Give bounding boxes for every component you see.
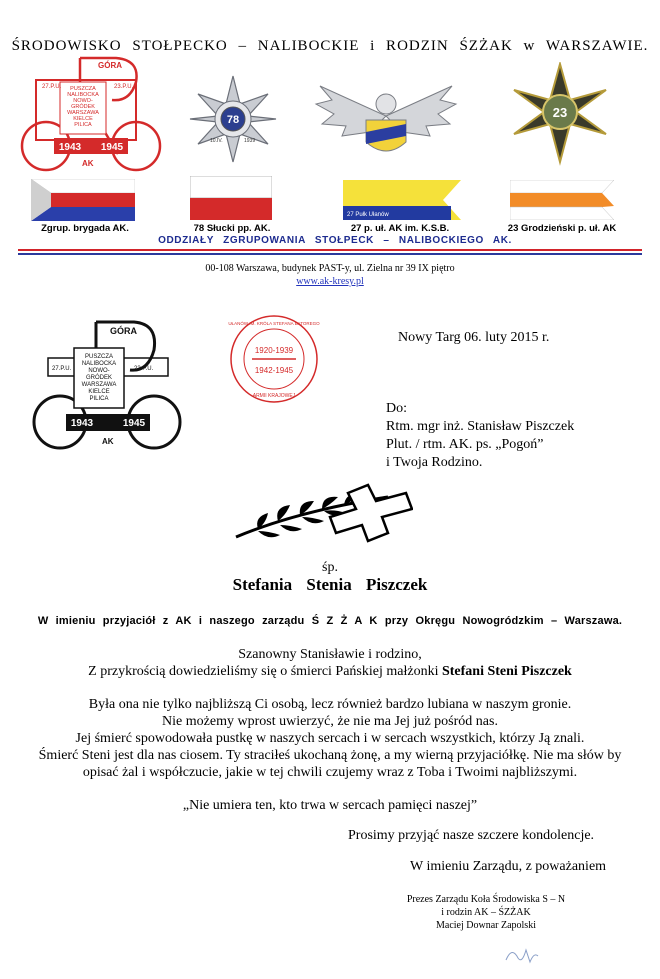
svg-text:23.P.U.: 23.P.U. xyxy=(114,84,134,90)
flag-78-slucki xyxy=(190,176,272,220)
svg-text:WARSZAWA: WARSZAWA xyxy=(67,110,99,116)
header-address: 00-108 Warszawa, budynek PAST-y, ul. Zielna nr 39 IX piętro xyxy=(205,263,455,274)
header-title: ŚRODOWISKO STOŁPECKO – NALIBOCKIE i RODZIN ŚZŻAK w WARSZAWIE. xyxy=(11,38,649,54)
svg-text:27.P.U.: 27.P.U. xyxy=(42,84,62,90)
svg-text:PUSZCZA: PUSZCZA xyxy=(84,354,114,360)
signature-block xyxy=(396,893,576,932)
svg-text:NALIBOCKA: NALIBOCKA xyxy=(67,92,99,98)
unit-label-23: 23 Grodzieński p. uł. AK xyxy=(507,223,617,234)
closing-regards: W imieniu Zarządu, z poważaniem xyxy=(410,859,607,874)
place-date: Nowy Targ 06. luty 2015 r. xyxy=(398,330,550,345)
svg-text:10.IV.: 10.IV. xyxy=(210,138,223,144)
recipient-line-3: i Twoja Rodzino. xyxy=(386,455,483,470)
lancers-stamp-icon xyxy=(228,313,320,405)
gora-dolina-emblem-red xyxy=(18,54,173,172)
svg-text:PILICA: PILICA xyxy=(89,396,109,402)
sign-line-1: Prezes Zarządu Koła Środowiska S – N xyxy=(406,894,566,905)
svg-text:27.P.U.: 27.P.U. xyxy=(52,366,72,372)
recipient-line-1: Rtm. mgr inż. Stanisław Piszczek xyxy=(386,419,575,434)
closing-condolences: Prosimy przyjąć nasze szczere kondolencje. xyxy=(348,828,595,843)
svg-text:1945: 1945 xyxy=(122,418,146,429)
deceased-name: Stefania Stenia Piszczek xyxy=(232,575,428,594)
cross-23-icon xyxy=(510,62,610,166)
svg-text:UŁANÓW IM. KRÓLA STEFANA BATOR: UŁANÓW IM. KRÓLA STEFANA BATOREGO xyxy=(228,321,320,326)
paragraph-line-4: Śmierć Steni jest dla nas ciosem. Ty straciłeś ukochaną żonę, a my wierną przyjaciółkę. Nie ma słów by xyxy=(38,748,622,763)
header-subtitle: ODDZIAŁY ZGRUPOWANIA STOŁPECK – NALIBOCKIEGO AK. xyxy=(158,235,512,246)
svg-text:ARMII KRAJOWEJ: ARMII KRAJOWEJ xyxy=(252,393,296,399)
unit-label-78: 78 Słucki pp. AK. xyxy=(193,223,271,234)
svg-text:1920-1939: 1920-1939 xyxy=(254,346,294,355)
svg-text:WARSZAWA: WARSZAWA xyxy=(81,382,117,388)
sp-label: śp. xyxy=(322,560,338,575)
paragraph-line-1: Była ona nie tylko najbliższą Ci osobą, lecz również bardzo lubiana w naszym gronie. xyxy=(88,697,572,712)
svg-text:GÓRA: GÓRA xyxy=(98,61,122,70)
svg-text:1945: 1945 xyxy=(100,142,124,153)
svg-text:NALIBOCKA: NALIBOCKA xyxy=(81,361,117,367)
unit-label-27: 27 p. uł. AK im. K.S.B. xyxy=(350,223,450,234)
memorial-quote: „Nie umiera ten, kto trwa w sercach pamięci naszej” xyxy=(182,798,478,813)
handwritten-signature xyxy=(502,942,542,968)
header-rule-blue xyxy=(18,253,642,255)
eagle-badge-icon xyxy=(312,80,460,166)
svg-text:NOWO-: NOWO- xyxy=(88,368,110,374)
svg-text:1939: 1939 xyxy=(244,138,256,144)
salutation: Szanowny Stanisławie i rodzino, xyxy=(238,647,422,662)
paragraph-line-3: Jej śmierć spowodowała pustkę w naszych sercach i w sercach wszystkich, którzy Ją znali. xyxy=(75,731,585,746)
svg-text:PUSZCZA: PUSZCZA xyxy=(70,86,96,92)
svg-text:1942-1945: 1942-1945 xyxy=(254,366,294,375)
svg-text:GÓRA: GÓRA xyxy=(110,326,137,336)
svg-text:KIELCE: KIELCE xyxy=(88,389,110,395)
recipient-line-2: Plut. / rtm. AK. ps. „Pogoń” xyxy=(386,437,544,452)
paragraph-line-5: opisać żal i współczucie, jakie w tej chwili czujemy wraz z Toba i Twoimi najbliższymi. xyxy=(82,765,578,780)
palm-cross-icon xyxy=(228,483,413,545)
svg-text:78: 78 xyxy=(226,114,240,126)
flag-zgrup-brygada xyxy=(31,179,135,221)
svg-text:27 Pułk Ułanów: 27 Pułk Ułanów xyxy=(347,212,389,218)
unit-label-zgrup: Zgrup. brygada AK. xyxy=(41,223,129,234)
badge-78-icon xyxy=(188,74,278,164)
svg-text:PILICA: PILICA xyxy=(74,122,92,128)
svg-text:NOWO-: NOWO- xyxy=(73,98,93,104)
svg-text:23: 23 xyxy=(552,105,568,120)
website-link[interactable]: www.ak-kresy.pl xyxy=(296,276,364,287)
sign-line-3: Maciej Downar Zapolski xyxy=(436,920,536,931)
svg-text:AK: AK xyxy=(82,159,94,168)
notice-line xyxy=(0,663,660,680)
paragraph-line-2: Nie możemy wprost uwierzyć, że nie ma Jej już pośród nas. xyxy=(162,714,498,729)
gora-dolina-emblem-black xyxy=(30,318,190,450)
svg-text:1943: 1943 xyxy=(70,418,94,429)
to-label: Do: xyxy=(386,401,407,416)
svg-text:GRÓDEK: GRÓDEK xyxy=(85,375,113,381)
notice-prefix: Z przykrością dowiedzieliśmy się o śmierci Pańskiej małżonki xyxy=(88,664,439,679)
svg-text:23.P.U.: 23.P.U. xyxy=(134,366,154,372)
flag-23-grodzienski xyxy=(510,180,614,220)
notice-name: Stefani Steni Piszczek xyxy=(441,664,572,679)
svg-text:1943: 1943 xyxy=(58,142,82,153)
svg-text:AK: AK xyxy=(102,437,114,446)
header-rule-red xyxy=(18,249,642,251)
svg-text:KIELCE: KIELCE xyxy=(73,116,93,122)
flag-27-pulk xyxy=(343,180,461,220)
sign-line-2: i rodzin AK – ŚZŻAK xyxy=(441,907,531,918)
svg-text:GRÓDEK: GRÓDEK xyxy=(71,104,95,110)
condolence-header: W imieniu przyjaciół z AK i naszego zarządu Ś Z Ż A K przy Okręgu Nowogródzkim – Warszawa. xyxy=(37,615,623,627)
